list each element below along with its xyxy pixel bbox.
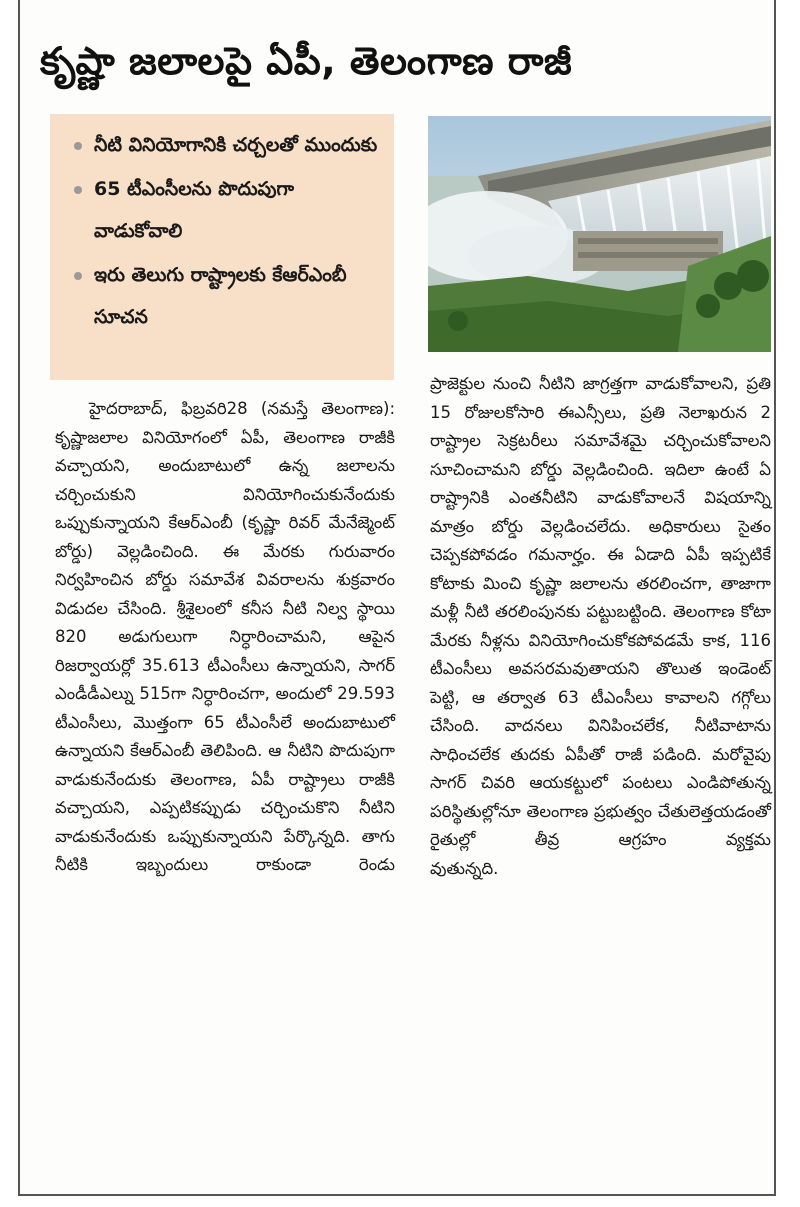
- article-paragraph: హైదరాబాద్, ఫిబ్రవరి28 (నమస్తే తెలంగాణ): కృష్ణాజలాల వినియోగంలో ఏపీ, తెలంగాణ రాజీకి వచ్చాయని, అందుబాటులో ఉన్న జలాలను చర్చించుకుని వినియోగించుకునేందుకు ఒప్పుకున్నాయని కేఆర్ఎంబీ (కృష్ణా రివర్ మేనేజ్మెంట్ బోర్డు) వెల్లడించింది. ఈ మేరకు గురువారం నిర్వహించిన బోర్డు సమావేశ వివరాలను శుక్రవారం విడుదల చేసింది. శ్రీశైలంలో కనీస నీటి నిల్వ స్థాయి 820 అడుగులుగా నిర్ధారించామని, ఆపైన రిజర్వాయర్లో 35.613 టీఎంసీలు ఉన్నాయని, సాగర్ ఎండీడీఎల్ను 515గా నిర్ధారించగా, అందులో 29.593 టీఎంసీలు, మొత్తంగా 65 టీఎంసీలే అందుబాటులో ఉన్నాయని కేఆర్ఎంబీ తెలిపింది. ఆ నీటిని పొదుపుగా వాడుకునేందుకు తెలంగాణ, ఏపీ రాష్ట్రాలు రాజీకి వచ్చాయని, ఎప్పటికప్పుడు చర్చించుకొని నీటిని వాడుకునేందుకు ఒప్పుకున్నాయని పేర్కొన్నది. తాగు నీటికి ఇబ్బందులు రాకుండా రెండు: [55, 399, 395, 874]
- article-paragraph: ప్రాజెక్టుల నుంచి నీటిని జాగ్రత్తగా వాడుకోవాలని, ప్రతి 15 రోజులకోసారి ఈఎన్సీలు, ప్రతి నెలాఖరున 2 రాష్ట్రాల సెక్రటరీలు సమావేశమై చర్చించుకోవాలని సూచించామని బోర్డు వెల్లడించింది. ఇదిలా ఉంటే ఏ రాష్ట్రానికి ఎంతనీటిని వాడుకోవాలనే విషయాన్ని మాత్రం బోర్డు వెల్లడించలేదు. అధికారులు సైతం చెప్పకపోవడం గమనార్హం. ఈ ఏడాది ఏపీ ఇప్పటికే కోటాకు మించి కృష్ణా జలాలను తరలించగా, తాజాగా మళ్లీ నీటి తరలింపునకు పట్టుబట్టింది. తెలంగాణ కోటా మేరకు నీళ్లను వినియోగించుకోకపోవడమే కాక, 116 టీఎంసీలు అవసరమవుతాయని తొలుత ఇండెంట్ పెట్టి, ఆ తర్వాత 63 టీఎంసీలు కావాలని గగ్గోలు చేసింది. వాదనలు వినిపించలేక, నీటివాటాను సాధించలేక తుదకు ఏపీతో రాజీ పడింది. మరోవైపు సాగర్ చివరి ఆయకట్టులో పంటలు ఎండిపోతున్న పరిస్థితుల్లోనూ తెలంగాణ ప్రభుత్వం చేతులెత్తయడంతో రైతుల్లో తీవ్ర ఆగ్రహం వ్యక్తమ: [430, 374, 771, 849]
- highlights-box: [50, 114, 394, 380]
- article-paragraph-end: వుతున్నది.: [430, 858, 499, 878]
- article-body-right-column: [430, 370, 771, 883]
- dam-spillway-photo: [428, 116, 771, 352]
- highlight-item: నీటి వినియోగానికి చర్చలతో ముందుకు: [74, 124, 384, 166]
- highlight-item: ఇరు తెలుగు రాష్ట్రాలకు కేఆర్ఎంబీ సూచన: [74, 254, 384, 338]
- highlight-item: 65 టీఎంసీలను పొదుపుగా వాడుకోవాలి: [74, 168, 384, 252]
- headline: కృష్ణా జలాలపై ఏపీ, తెలంగాణ రాజీ: [40, 39, 573, 83]
- highlights-list: [74, 124, 384, 338]
- article-body-left-column: [55, 395, 395, 880]
